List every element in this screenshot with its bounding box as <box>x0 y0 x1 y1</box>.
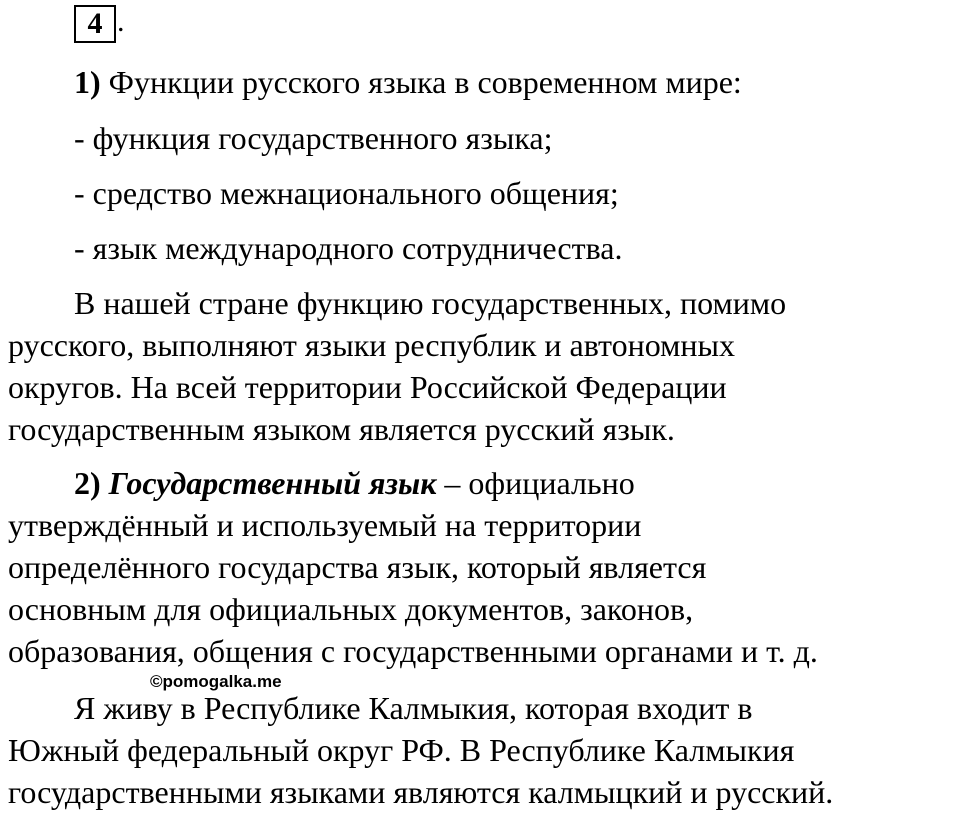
list-item: - средство межнационального общения; <box>74 175 619 211</box>
paragraph-line: В нашей стране функцию государственных, помимо <box>74 285 787 321</box>
part1-heading <box>74 62 960 102</box>
list-item: - функция государственного языка; <box>74 120 553 156</box>
definition-line: утверждённый и используемый на территории <box>8 507 642 543</box>
paragraph-line: государственными языками являются калмыцкий и русский. <box>8 774 834 810</box>
watermark: ©pomogalka.me <box>150 672 282 691</box>
part2-term: Государственный язык <box>108 465 437 501</box>
paragraph-line: Южный федеральный округ РФ. В Республике Калмыкия <box>8 732 795 768</box>
paragraph-line: Я живу в Республике Калмыкия, которая входит в <box>74 690 753 726</box>
definition-line: образования, общения с государственными органами и т. д. <box>8 633 818 669</box>
task-number: 4 <box>87 7 103 40</box>
paragraph-line: государственным языком является русский язык. <box>8 411 675 447</box>
part2-marker: 2) <box>74 465 109 501</box>
task-number-box <box>74 5 116 43</box>
definition-line: определённого государства язык, который является <box>8 549 707 585</box>
list-item: - язык международного сотрудничества. <box>74 230 623 266</box>
paragraph-line: русского, выполняют языки республик и автономных <box>8 327 735 363</box>
part1-marker: 1) <box>74 64 101 100</box>
part1-heading-text: Функции русского языка в современном мире: <box>100 64 742 100</box>
definition-line: основным для официальных документов, законов, <box>8 591 694 627</box>
part2-definition-text: – официально <box>436 465 635 501</box>
paragraph-line: округов. На всей территории Российской Федерации <box>8 369 727 405</box>
part2-definition-start <box>74 463 960 503</box>
task-number-suffix: . <box>117 5 125 38</box>
